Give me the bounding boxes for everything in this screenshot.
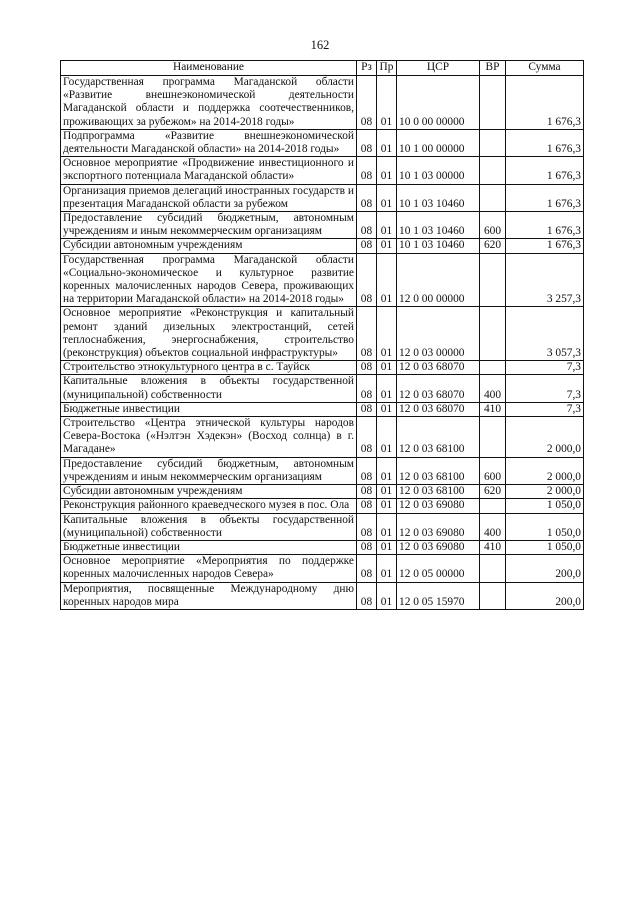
- cell-rz: 08: [357, 375, 377, 402]
- cell-pr: 01: [377, 253, 397, 307]
- header-csr: ЦСР: [397, 61, 480, 76]
- cell-pr: 01: [377, 513, 397, 540]
- cell-sum: 2 000,0: [506, 485, 584, 499]
- table-row: [61, 375, 584, 402]
- cell-pr: 01: [377, 361, 397, 375]
- cell-name: Государственная программа Магаданской области «Развитие внешнеэкономической деятельности Магаданской области и поддержка соотечественников, проживающих за рубежом» на 2014-2018 годы»: [61, 76, 357, 130]
- budget-table: [60, 60, 584, 610]
- table-body: [61, 76, 584, 610]
- cell-sum: 2 000,0: [506, 457, 584, 484]
- table-row: [61, 307, 584, 361]
- cell-csr: 12 0 03 69080: [397, 499, 480, 513]
- cell-rz: 08: [357, 253, 377, 307]
- cell-rz: 08: [357, 485, 377, 499]
- cell-rz: 08: [357, 555, 377, 582]
- cell-vr: [480, 361, 506, 375]
- cell-pr: 01: [377, 582, 397, 609]
- cell-csr: 10 1 03 00000: [397, 157, 480, 184]
- cell-csr: 12 0 05 00000: [397, 555, 480, 582]
- cell-csr: 10 1 00 00000: [397, 129, 480, 156]
- cell-pr: 01: [377, 540, 397, 554]
- cell-vr: [480, 499, 506, 513]
- cell-rz: 08: [357, 361, 377, 375]
- cell-name: Бюджетные инвестиции: [61, 540, 357, 554]
- cell-sum: 1 676,3: [506, 239, 584, 253]
- cell-pr: 01: [377, 457, 397, 484]
- cell-pr: 01: [377, 555, 397, 582]
- cell-vr: [480, 253, 506, 307]
- cell-name: Государственная программа Магаданской области «Социально-экономическое и культурное развитие коренных малочисленных народов Севера, проживающих на территории Магаданской области» на 2014-2018 годы»: [61, 253, 357, 307]
- cell-rz: 08: [357, 540, 377, 554]
- cell-csr: 12 0 03 69080: [397, 513, 480, 540]
- table-row: [61, 402, 584, 416]
- cell-csr: 12 0 03 68100: [397, 485, 480, 499]
- cell-vr: [480, 129, 506, 156]
- cell-sum: 1 050,0: [506, 513, 584, 540]
- cell-sum: 1 676,3: [506, 157, 584, 184]
- cell-name: Основное мероприятие «Реконструкция и капитальный ремонт зданий дизельных электростанций, сетей теплоснабжения, энергоснабжения, строительство (реконструкция) объектов социальной инфраструктуры»: [61, 307, 357, 361]
- cell-sum: 1 676,3: [506, 76, 584, 130]
- cell-vr: 400: [480, 513, 506, 540]
- cell-pr: 01: [377, 184, 397, 211]
- cell-name: Основное мероприятие «Мероприятия по поддержке коренных малочисленных народов Севера»: [61, 555, 357, 582]
- cell-vr: [480, 417, 506, 458]
- header-vr: ВР: [480, 61, 506, 76]
- cell-sum: 1 050,0: [506, 499, 584, 513]
- cell-csr: 12 0 03 68070: [397, 375, 480, 402]
- cell-rz: 08: [357, 157, 377, 184]
- cell-vr: [480, 307, 506, 361]
- cell-rz: 08: [357, 582, 377, 609]
- cell-vr: [480, 157, 506, 184]
- cell-csr: 12 0 05 15970: [397, 582, 480, 609]
- cell-pr: 01: [377, 239, 397, 253]
- cell-rz: 08: [357, 402, 377, 416]
- cell-rz: 08: [357, 457, 377, 484]
- cell-name: Мероприятия, посвященные Международному дню коренных народов мира: [61, 582, 357, 609]
- cell-name: Капитальные вложения в объекты государственной (муниципальной) собственности: [61, 375, 357, 402]
- cell-name: Основное мероприятие «Продвижение инвестиционного и экспортного потенциала Магаданской области»: [61, 157, 357, 184]
- cell-csr: 10 1 03 10460: [397, 212, 480, 239]
- cell-name: Строительство «Центра этнической культуры народов Севера-Востока («Нэлтэн Хэдекэн» (Восход солнца) в г. Магадане»: [61, 417, 357, 458]
- cell-pr: 01: [377, 485, 397, 499]
- table-header: [61, 61, 584, 76]
- cell-sum: 3 257,3: [506, 253, 584, 307]
- header-rz: Рз: [357, 61, 377, 76]
- cell-csr: 12 0 03 68100: [397, 417, 480, 458]
- header-pr: Пр: [377, 61, 397, 76]
- table-row: [61, 417, 584, 458]
- table-row: [61, 157, 584, 184]
- cell-csr: 10 0 00 00000: [397, 76, 480, 130]
- cell-rz: 08: [357, 499, 377, 513]
- cell-sum: 200,0: [506, 555, 584, 582]
- cell-pr: 01: [377, 157, 397, 184]
- table-row: [61, 555, 584, 582]
- cell-vr: [480, 184, 506, 211]
- cell-name: Капитальные вложения в объекты государственной (муниципальной) собственности: [61, 513, 357, 540]
- cell-name: Субсидии автономным учреждениям: [61, 239, 357, 253]
- cell-sum: 1 676,3: [506, 129, 584, 156]
- table-row: [61, 485, 584, 499]
- cell-rz: 08: [357, 417, 377, 458]
- cell-vr: 600: [480, 457, 506, 484]
- cell-csr: 12 0 03 68070: [397, 402, 480, 416]
- cell-rz: 08: [357, 184, 377, 211]
- cell-pr: 01: [377, 417, 397, 458]
- header-name: Наименование: [61, 61, 357, 76]
- cell-vr: 410: [480, 402, 506, 416]
- cell-csr: 12 0 03 69080: [397, 540, 480, 554]
- cell-name: Подпрограмма «Развитие внешнеэкономической деятельности Магаданской области» на 2014-2018 годы»: [61, 129, 357, 156]
- cell-rz: 08: [357, 212, 377, 239]
- cell-sum: 2 000,0: [506, 417, 584, 458]
- cell-sum: 7,3: [506, 402, 584, 416]
- cell-pr: 01: [377, 129, 397, 156]
- table-row: [61, 513, 584, 540]
- cell-sum: 200,0: [506, 582, 584, 609]
- cell-sum: 1 676,3: [506, 212, 584, 239]
- cell-vr: [480, 582, 506, 609]
- cell-rz: 08: [357, 76, 377, 130]
- table-row: [61, 361, 584, 375]
- cell-csr: 10 1 03 10460: [397, 239, 480, 253]
- table-row: [61, 499, 584, 513]
- table-row: [61, 540, 584, 554]
- cell-sum: 3 057,3: [506, 307, 584, 361]
- table-row: [61, 253, 584, 307]
- cell-vr: 620: [480, 485, 506, 499]
- cell-sum: 7,3: [506, 361, 584, 375]
- table-row: [61, 212, 584, 239]
- table-row: [61, 457, 584, 484]
- cell-rz: 08: [357, 307, 377, 361]
- cell-name: Предоставление субсидий бюджетным, автономным учреждениям и иным некоммерческим организациям: [61, 457, 357, 484]
- cell-name: Субсидии автономным учреждениям: [61, 485, 357, 499]
- header-row: [61, 61, 584, 76]
- cell-pr: 01: [377, 402, 397, 416]
- cell-rz: 08: [357, 239, 377, 253]
- cell-rz: 08: [357, 129, 377, 156]
- cell-csr: 12 0 03 00000: [397, 307, 480, 361]
- cell-sum: 1 676,3: [506, 184, 584, 211]
- table-row: [61, 76, 584, 130]
- cell-vr: 620: [480, 239, 506, 253]
- table-row: [61, 184, 584, 211]
- cell-name: Предоставление субсидий бюджетным, автономным учреждениям и иным некоммерческим организациям: [61, 212, 357, 239]
- cell-name: Реконструкция районного краеведческого музея в пос. Ола: [61, 499, 357, 513]
- cell-name: Бюджетные инвестиции: [61, 402, 357, 416]
- table-row: [61, 129, 584, 156]
- cell-name: Строительство этнокультурного центра в с. Тауйск: [61, 361, 357, 375]
- cell-sum: 7,3: [506, 375, 584, 402]
- cell-vr: [480, 76, 506, 130]
- cell-vr: 600: [480, 212, 506, 239]
- cell-csr: 10 1 03 10460: [397, 184, 480, 211]
- cell-vr: 410: [480, 540, 506, 554]
- cell-rz: 08: [357, 513, 377, 540]
- cell-pr: 01: [377, 76, 397, 130]
- cell-pr: 01: [377, 499, 397, 513]
- header-sum: Сумма: [506, 61, 584, 76]
- cell-csr: 12 0 00 00000: [397, 253, 480, 307]
- cell-sum: 1 050,0: [506, 540, 584, 554]
- cell-csr: 12 0 03 68070: [397, 361, 480, 375]
- cell-vr: 400: [480, 375, 506, 402]
- table-row: [61, 239, 584, 253]
- cell-pr: 01: [377, 375, 397, 402]
- cell-vr: [480, 555, 506, 582]
- page-number: 162: [310, 38, 330, 52]
- cell-pr: 01: [377, 212, 397, 239]
- cell-name: Организация приемов делегаций иностранных государств и презентация Магаданской области за рубежом: [61, 184, 357, 211]
- table-row: [61, 582, 584, 609]
- cell-csr: 12 0 03 68100: [397, 457, 480, 484]
- cell-pr: 01: [377, 307, 397, 361]
